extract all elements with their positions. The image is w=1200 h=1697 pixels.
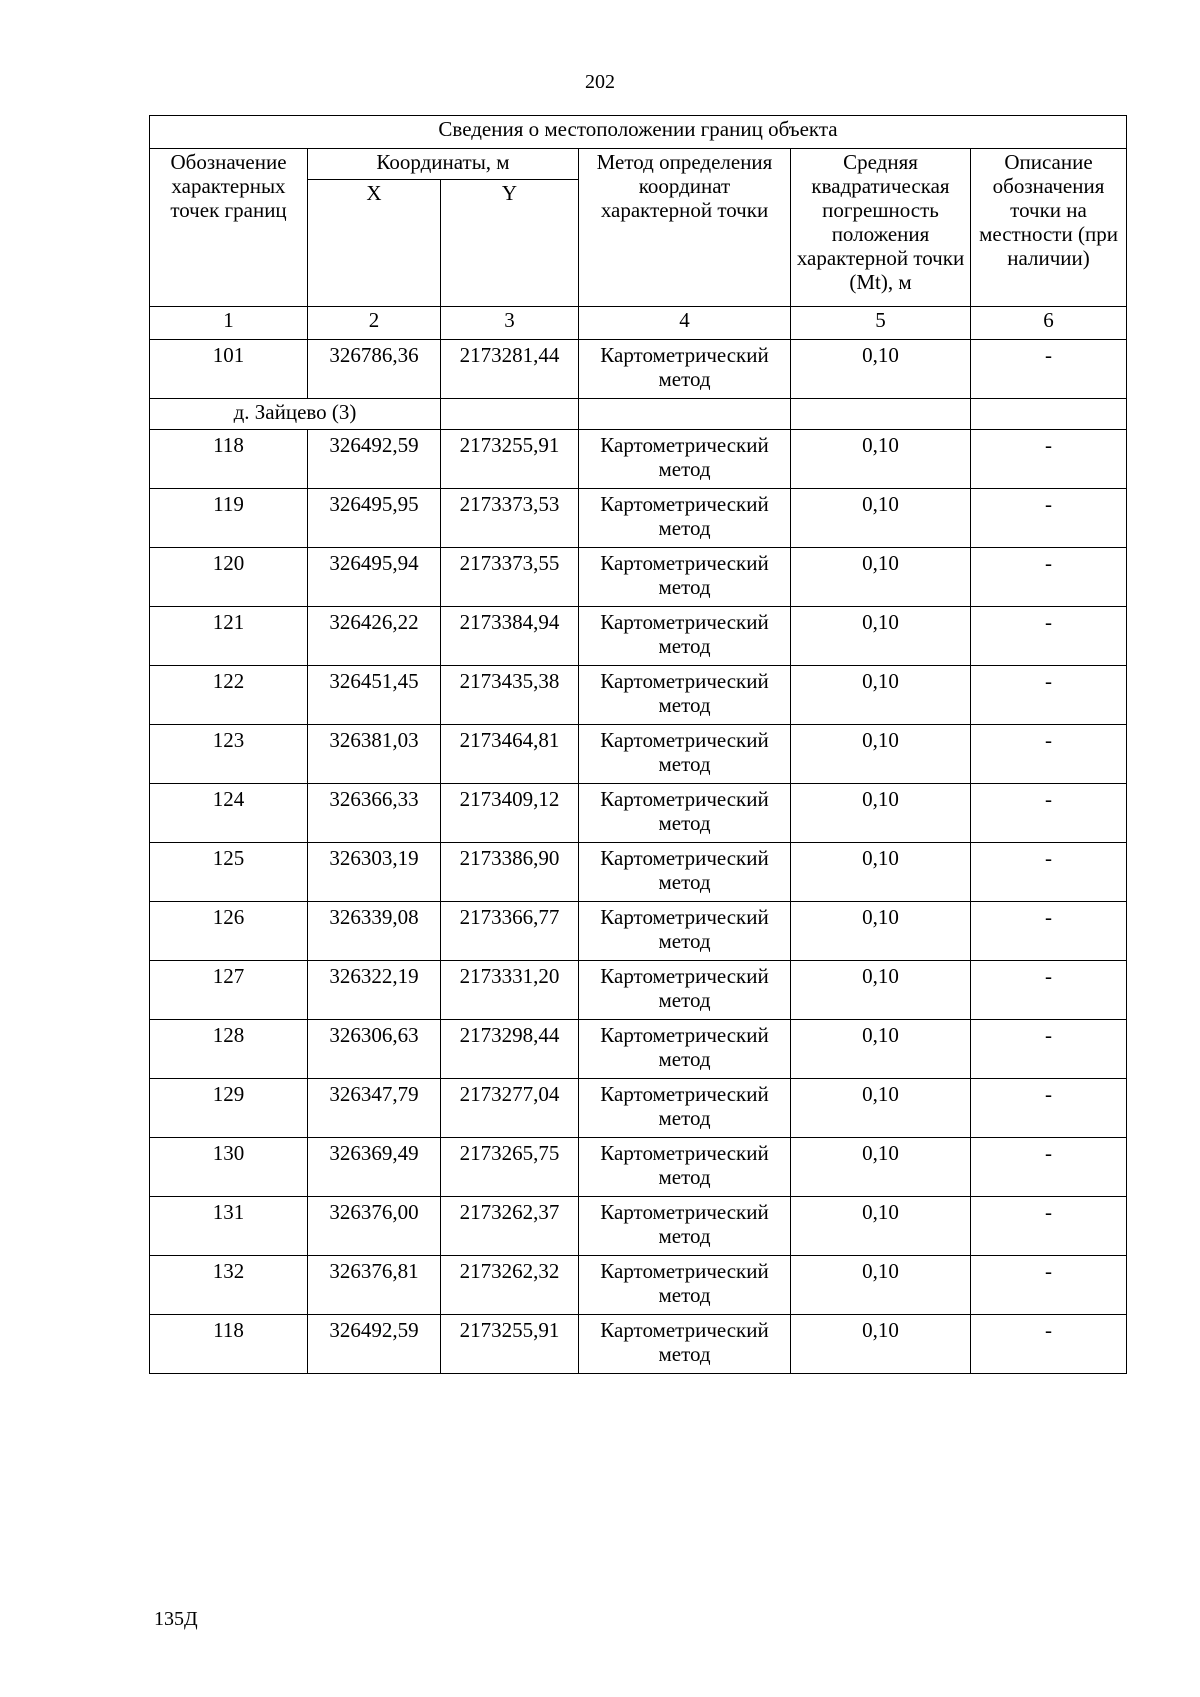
error-value: 0,10 xyxy=(791,1256,971,1315)
point-id: 126 xyxy=(150,902,308,961)
method: Картометрический метод xyxy=(579,548,791,607)
point-id: 119 xyxy=(150,489,308,548)
empty-cell xyxy=(971,399,1127,430)
method: Картометрический метод xyxy=(579,340,791,399)
method: Картометрический метод xyxy=(579,666,791,725)
coord-x: 326495,95 xyxy=(308,489,441,548)
coord-y: 2173435,38 xyxy=(441,666,579,725)
error-value: 0,10 xyxy=(791,340,971,399)
method: Картометрический метод xyxy=(579,1197,791,1256)
description: - xyxy=(971,607,1127,666)
method: Картометрический метод xyxy=(579,725,791,784)
table-row xyxy=(150,489,1127,548)
coord-x: 326303,19 xyxy=(308,843,441,902)
table-row xyxy=(150,1020,1127,1079)
error-value: 0,10 xyxy=(791,666,971,725)
section-label: д. Зайцево (3) xyxy=(150,399,441,430)
point-id: 101 xyxy=(150,340,308,399)
point-id: 125 xyxy=(150,843,308,902)
coord-y: 2173265,75 xyxy=(441,1138,579,1197)
description: - xyxy=(971,548,1127,607)
empty-cell xyxy=(791,399,971,430)
column-number: 3 xyxy=(441,307,579,340)
description: - xyxy=(971,430,1127,489)
error-value: 0,10 xyxy=(791,607,971,666)
coord-y: 2173409,12 xyxy=(441,784,579,843)
point-id: 118 xyxy=(150,1315,308,1374)
table-row xyxy=(150,1079,1127,1138)
table-row xyxy=(150,1256,1127,1315)
description: - xyxy=(971,1256,1127,1315)
description: - xyxy=(971,1079,1127,1138)
page-number: 202 xyxy=(585,71,615,93)
coord-y: 2173331,20 xyxy=(441,961,579,1020)
table-row xyxy=(150,961,1127,1020)
header-method: Метод определения координат характерной точки xyxy=(579,149,791,307)
error-value: 0,10 xyxy=(791,902,971,961)
method: Картометрический метод xyxy=(579,1079,791,1138)
description: - xyxy=(971,340,1127,399)
header-description: Описание обозначения точки на местности (при наличии) xyxy=(971,149,1127,307)
point-id: 118 xyxy=(150,430,308,489)
point-id: 131 xyxy=(150,1197,308,1256)
coord-y: 2173384,94 xyxy=(441,607,579,666)
column-number-row xyxy=(150,307,1127,340)
table-row xyxy=(150,843,1127,902)
description: - xyxy=(971,666,1127,725)
point-id: 120 xyxy=(150,548,308,607)
coord-x: 326369,49 xyxy=(308,1138,441,1197)
coord-x: 326451,45 xyxy=(308,666,441,725)
coord-x: 326339,08 xyxy=(308,902,441,961)
error-value: 0,10 xyxy=(791,1079,971,1138)
point-id: 121 xyxy=(150,607,308,666)
method: Картометрический метод xyxy=(579,1315,791,1374)
method: Картометрический метод xyxy=(579,1138,791,1197)
coord-y: 2173281,44 xyxy=(441,340,579,399)
coord-x: 326347,79 xyxy=(308,1079,441,1138)
point-id: 130 xyxy=(150,1138,308,1197)
error-value: 0,10 xyxy=(791,430,971,489)
method: Картометрический метод xyxy=(579,784,791,843)
coord-x: 326495,94 xyxy=(308,548,441,607)
method: Картометрический метод xyxy=(579,430,791,489)
error-value: 0,10 xyxy=(791,1138,971,1197)
coord-y: 2173262,32 xyxy=(441,1256,579,1315)
method: Картометрический метод xyxy=(579,961,791,1020)
table-row xyxy=(150,902,1127,961)
method: Картометрический метод xyxy=(579,489,791,548)
error-value: 0,10 xyxy=(791,725,971,784)
description: - xyxy=(971,1138,1127,1197)
coord-x: 326376,81 xyxy=(308,1256,441,1315)
table-row xyxy=(150,1138,1127,1197)
coord-x: 326366,33 xyxy=(308,784,441,843)
error-value: 0,10 xyxy=(791,548,971,607)
header-x: X xyxy=(308,180,441,307)
column-number: 5 xyxy=(791,307,971,340)
error-value: 0,10 xyxy=(791,489,971,548)
error-value: 0,10 xyxy=(791,784,971,843)
error-value: 0,10 xyxy=(791,961,971,1020)
method: Картометрический метод xyxy=(579,1020,791,1079)
error-value: 0,10 xyxy=(791,843,971,902)
coord-y: 2173366,77 xyxy=(441,902,579,961)
coord-y: 2173373,53 xyxy=(441,489,579,548)
point-id: 127 xyxy=(150,961,308,1020)
table-row xyxy=(150,784,1127,843)
coord-y: 2173298,44 xyxy=(441,1020,579,1079)
coord-y: 2173255,91 xyxy=(441,430,579,489)
header-error: Средняя квадратическая погрешность положения характерной точки (Mt), м xyxy=(791,149,971,307)
coord-y: 2173386,90 xyxy=(441,843,579,902)
column-number: 6 xyxy=(971,307,1127,340)
table-row xyxy=(150,725,1127,784)
table-row xyxy=(150,1197,1127,1256)
header-coordinates: Координаты, м xyxy=(308,149,579,180)
coord-x: 326492,59 xyxy=(308,1315,441,1374)
method: Картометрический метод xyxy=(579,902,791,961)
error-value: 0,10 xyxy=(791,1315,971,1374)
point-id: 132 xyxy=(150,1256,308,1315)
column-number: 2 xyxy=(308,307,441,340)
header-y: Y xyxy=(441,180,579,307)
description: - xyxy=(971,843,1127,902)
description: - xyxy=(971,784,1127,843)
method: Картометрический метод xyxy=(579,1256,791,1315)
table-row xyxy=(150,607,1127,666)
coord-x: 326376,00 xyxy=(308,1197,441,1256)
error-value: 0,10 xyxy=(791,1020,971,1079)
coord-y: 2173464,81 xyxy=(441,725,579,784)
description: - xyxy=(971,1315,1127,1374)
method: Картометрический метод xyxy=(579,607,791,666)
header-point: Обозначение характерных точек границ xyxy=(150,149,308,307)
section-row xyxy=(150,399,1127,430)
point-id: 124 xyxy=(150,784,308,843)
document-code: 135Д xyxy=(154,1608,198,1630)
description: - xyxy=(971,1020,1127,1079)
point-id: 122 xyxy=(150,666,308,725)
coord-y: 2173373,55 xyxy=(441,548,579,607)
method: Картометрический метод xyxy=(579,843,791,902)
column-number: 1 xyxy=(150,307,308,340)
description: - xyxy=(971,902,1127,961)
coord-y: 2173262,37 xyxy=(441,1197,579,1256)
coord-y: 2173277,04 xyxy=(441,1079,579,1138)
coord-x: 326786,36 xyxy=(308,340,441,399)
coord-y: 2173255,91 xyxy=(441,1315,579,1374)
coord-x: 326306,63 xyxy=(308,1020,441,1079)
table-title: Сведения о местоположении границ объекта xyxy=(150,116,1127,149)
column-number: 4 xyxy=(579,307,791,340)
point-id: 129 xyxy=(150,1079,308,1138)
description: - xyxy=(971,1197,1127,1256)
table-row xyxy=(150,666,1127,725)
boundary-table xyxy=(149,115,1127,1374)
description: - xyxy=(971,725,1127,784)
table-row xyxy=(150,430,1127,489)
table-row xyxy=(150,1315,1127,1374)
coord-x: 326492,59 xyxy=(308,430,441,489)
coord-x: 326426,22 xyxy=(308,607,441,666)
description: - xyxy=(971,489,1127,548)
table-row xyxy=(150,340,1127,399)
empty-cell xyxy=(441,399,579,430)
empty-cell xyxy=(579,399,791,430)
table-row xyxy=(150,548,1127,607)
coord-x: 326381,03 xyxy=(308,725,441,784)
error-value: 0,10 xyxy=(791,1197,971,1256)
point-id: 123 xyxy=(150,725,308,784)
point-id: 128 xyxy=(150,1020,308,1079)
coord-x: 326322,19 xyxy=(308,961,441,1020)
description: - xyxy=(971,961,1127,1020)
